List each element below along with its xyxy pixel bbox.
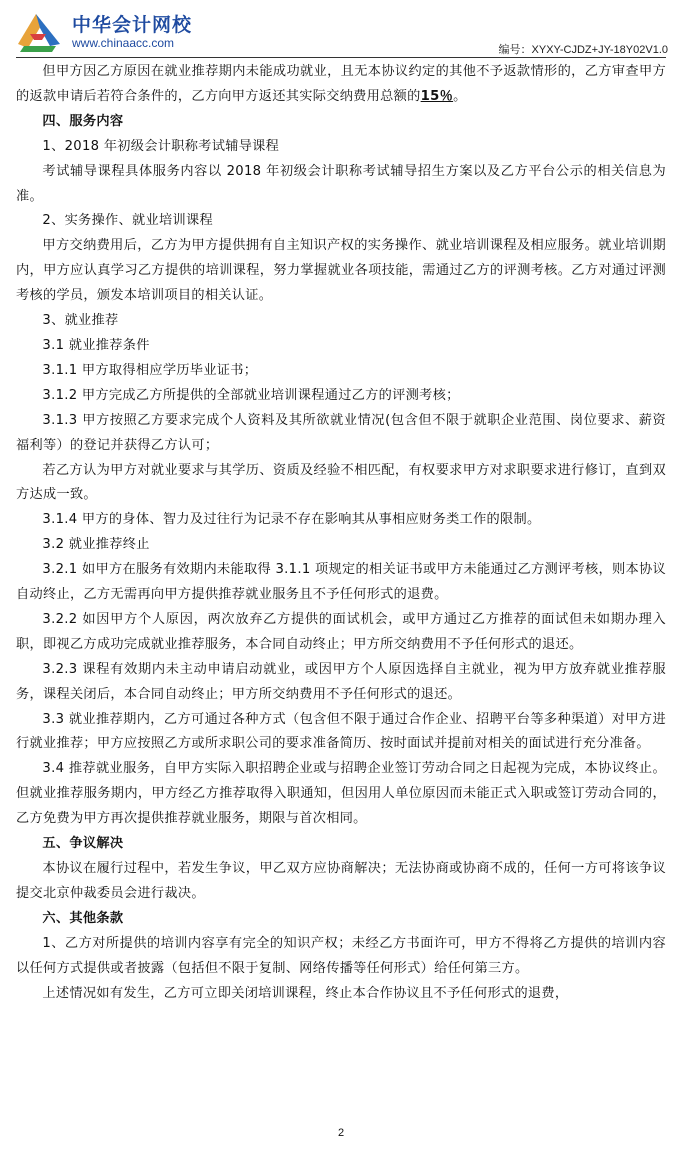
clause-3-1-3: 3.1.3 甲方按照乙方要求完成个人资料及其所欲就业情况(包含但不限于就职企业范围、岗位要求、薪资福利等）的登记并获得乙方认可； xyxy=(16,412,666,453)
logo-chinese-name: 中华会计网校 xyxy=(72,14,193,36)
section-heading-other-terms: 六、其他条款 xyxy=(42,910,124,926)
subheading-job-recommendation: 3、就业推荐 xyxy=(42,313,119,329)
clause-3-1-1: 3.1.1 甲方取得相应学历毕业证书； xyxy=(42,362,258,378)
refund-percentage: 15％ xyxy=(420,88,454,104)
subheading-exam-course: 1、2018 年初级会计职称考试辅导课程 xyxy=(42,138,280,154)
header-divider xyxy=(16,57,666,58)
clause-3-2-2: 3.2.2 如因甲方个人原因，两次放弃乙方提供的面试机会，或甲方通过乙方推荐的面试但未如期办理入职，即视乙方成功完成就业推荐服务，本合同自动终止；甲方所交纳费用不予任何形式的退还。 xyxy=(16,611,666,652)
logo-url: www.chinaacc.com xyxy=(72,36,175,50)
clause-3-2: 3.2 就业推荐终止 xyxy=(42,537,150,553)
paragraph-practice-course: 甲方交纳费用后，乙方为甲方提供拥有自主知识产权的实务操作、就业培训课程及相应服务。就业培训期内，甲方应认真学习乙方提供的培训课程，努力掌握就业各项技能，需通过乙方的评测考核。乙方对通过评测考核的学员，颁发本培训项目的相关认证。 xyxy=(16,238,666,304)
clause-3-1-3-note: 若乙方认为甲方对就业要求与其学历、资质及经验不相匹配，有权要求甲方对求职要求进行修订，直到双方达成一致。 xyxy=(16,462,666,503)
clause-3-2-1: 3.2.1 如甲方在服务有效期内未能取得 3.1.1 项规定的相关证书或甲方未能通过乙方测评考核，则本协议自动终止，乙方无需再向甲方提供推荐就业服务且不予任何形式的退费。 xyxy=(16,562,666,603)
chinaacc-logo-icon xyxy=(12,10,66,54)
paragraph-refund xyxy=(16,60,666,110)
clause-3-1: 3.1 就业推荐条件 xyxy=(42,337,150,353)
clause-3-1-2: 3.1.2 甲方完成乙方所提供的全部就业培训课程通过乙方的评测考核； xyxy=(42,387,460,403)
page-header xyxy=(0,0,682,62)
subheading-practice-course: 2、实务操作、就业培训课程 xyxy=(42,213,213,229)
refund-text-end: 。 xyxy=(453,88,467,104)
document-body xyxy=(16,60,666,1006)
clause-3-2-3: 3.2.3 课程有效期内未主动申请启动就业，或因甲方个人原因选择自主就业，视为甲方放弃就业推荐服务，课程关闭后，本合同自动终止；甲方所交纳费用不予任何形式的退还。 xyxy=(16,661,666,702)
clause-3-3: 3.3 就业推荐期内，乙方可通过各种方式（包含但不限于通过合作企业、招聘平台等多种渠道）对甲方进行就业推荐；甲方应按照乙方或所求职公司的要求准备简历、按时面试并提前对相关的面试进行充分准备。 xyxy=(16,711,666,752)
page-number: 2 xyxy=(337,1127,345,1139)
paragraph-exam-course: 考试辅导课程具体服务内容以 2018 年初级会计职称考试辅导招生方案以及乙方平台公示的相关信息为准。 xyxy=(16,163,666,204)
paragraph-ip-rights: 1、乙方对所提供的培训内容享有完全的知识产权；未经乙方书面许可，甲方不得将乙方提供的培训内容以任何方式提供或者披露（包括但不限于复制、网络传播等任何形式）给任何第三方。 xyxy=(16,935,666,976)
clause-3-1-4: 3.1.4 甲方的身体、智力及过往行为记录不存在影响其从事相应财务类工作的限制。 xyxy=(42,512,541,528)
clause-3-4: 3.4 推荐就业服务，自甲方实际入职招聘企业或与招聘企业签订劳动合同之日起视为完成，本协议终止。但就业推荐服务期内，甲方经乙方推荐取得入职通知，但因用人单位原因而未能正式入职或签订劳动合同的，乙方免费为甲方再次提供推荐就业服务，期限与首次相同。 xyxy=(16,761,666,827)
section-heading-services: 四、服务内容 xyxy=(42,113,124,129)
refund-text: 但甲方因乙方原因在就业推荐期内未能成功就业，且无本协议约定的其他不予返款情形的，乙方审查甲方的返款申请后若符合条件的，乙方向甲方返还其实际交纳费用总额的 xyxy=(16,64,666,104)
document-number: 编号：XYXY-CJDZ+JY-18Y02V1.0 xyxy=(498,44,668,56)
paragraph-ip-consequence: 上述情况如有发生，乙方可立即关闭培训课程，终止本合作协议且不予任何形式的退费， xyxy=(42,985,569,1001)
paragraph-dispute: 本协议在履行过程中，若发生争议，甲乙双方应协商解决；无法协商或协商不成的，任何一方可将该争议提交北京仲裁委员会进行裁决。 xyxy=(16,861,666,901)
section-heading-dispute: 五、争议解决 xyxy=(42,836,124,852)
